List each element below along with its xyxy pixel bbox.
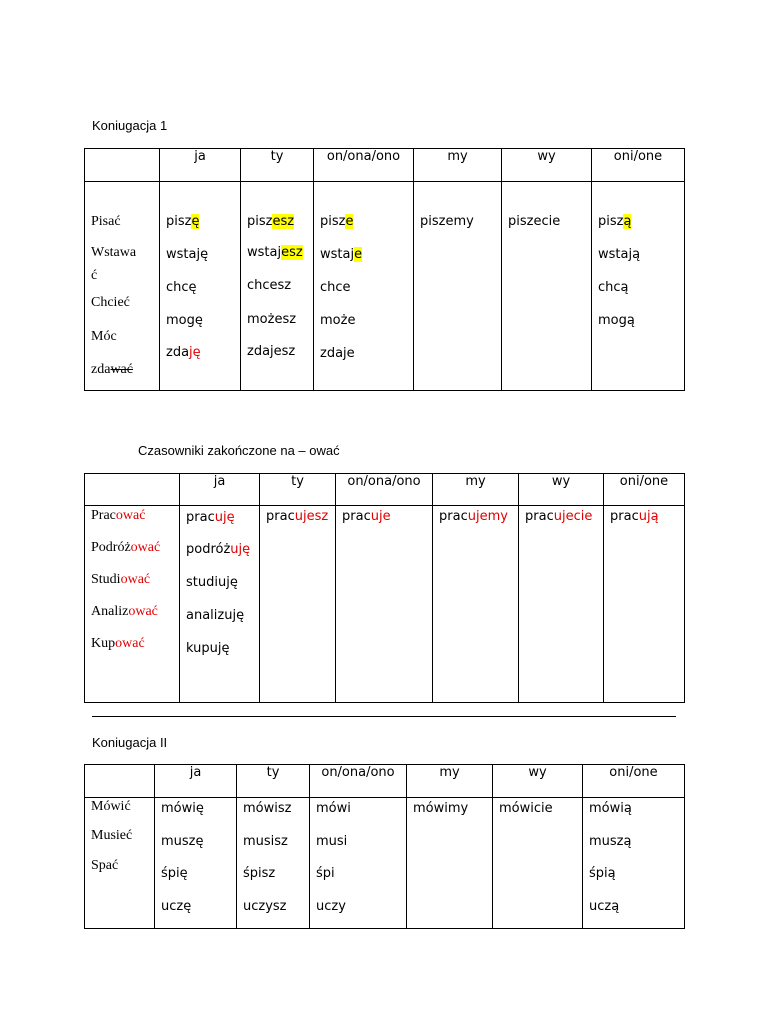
verb-segment: analizuję: [186, 608, 245, 623]
header-cell: oni/one: [604, 474, 685, 506]
verb-segment: ujesz: [294, 509, 329, 524]
form-cell: [241, 182, 314, 391]
infinitive-text: [91, 828, 132, 844]
verb-segment: prac: [186, 510, 215, 525]
form-cell: [407, 798, 493, 929]
verb-segment: mówię: [161, 801, 204, 816]
form-cell: [604, 506, 685, 703]
verb-form: [320, 346, 355, 361]
header-cell: oni/one: [592, 149, 685, 182]
infinitive-text: [91, 604, 158, 620]
verb-segment: ję: [189, 345, 201, 360]
verb-segment: śpią: [589, 866, 616, 881]
header-cell: on/ona/ono: [314, 149, 414, 182]
form-cell: [155, 798, 237, 929]
infinitive-cell: [85, 506, 180, 703]
infinitive-text: [91, 245, 136, 261]
header-cell: on/ona/ono: [336, 474, 433, 506]
verb-segment: Kup: [91, 636, 116, 651]
verb-form: [589, 801, 632, 816]
verb-form: [420, 214, 474, 229]
verb-segment: prac: [342, 509, 371, 524]
verb-form: [186, 542, 250, 557]
verb-form: [598, 247, 640, 262]
verb-segment: wstaję: [166, 247, 209, 262]
verb-segment: Móc: [91, 329, 117, 344]
verb-form: [247, 214, 294, 229]
verb-segment: Wstawa: [91, 245, 137, 260]
verb-segment: uje: [370, 509, 391, 524]
verb-segment: możesz: [247, 312, 297, 327]
conjugation1-table: [84, 148, 685, 391]
header-cell: ty: [237, 765, 310, 798]
verb-segment: ować: [115, 508, 146, 523]
verb-segment: ować: [115, 636, 145, 651]
verb-segment: pisz: [320, 214, 346, 229]
verb-form: [320, 247, 362, 262]
verb-form: [508, 214, 560, 229]
form-cell: [493, 798, 583, 929]
verb-segment: zdajesz: [247, 344, 296, 359]
verb-form: [243, 801, 291, 816]
verb-segment: studiuję: [186, 575, 238, 590]
header-cell: my: [414, 149, 502, 182]
verb-segment: pisz: [166, 214, 192, 229]
verb-segment: kupuję: [186, 641, 230, 656]
form-cell: [310, 798, 407, 929]
verb-form: [186, 641, 229, 656]
form-cell: [433, 506, 519, 703]
verb-segment: ować: [128, 604, 158, 619]
verb-segment: chcesz: [247, 278, 292, 293]
verb-segment: podróż: [186, 542, 231, 557]
infinitive-cell: [85, 182, 160, 391]
verb-segment: Studi: [91, 572, 121, 587]
verb-segment: piszecie: [508, 214, 561, 229]
section1-heading: Koniugacja 1: [92, 118, 168, 133]
verb-segment: prac: [439, 509, 468, 524]
verb-segment: wstaj: [247, 245, 282, 260]
form-cell: [160, 182, 241, 391]
verb-segment: może: [320, 313, 356, 328]
verb-form: [589, 899, 619, 914]
header-cell: my: [407, 765, 493, 798]
verb-form: [247, 278, 291, 293]
verb-form: [186, 575, 238, 590]
verb-segment: piszemy: [420, 214, 474, 229]
verb-segment: ować: [130, 540, 161, 555]
verb-segment: uję: [214, 510, 235, 525]
verb-form: [166, 214, 199, 229]
verb-segment: pisz: [598, 214, 624, 229]
header-cell: on/ona/ono: [310, 765, 407, 798]
verb-segment: pisz: [247, 214, 273, 229]
verb-segment: ować: [120, 572, 151, 587]
verb-segment: Chcieć: [91, 295, 130, 310]
verb-form: [161, 834, 204, 849]
verb-segment: mówicie: [499, 801, 553, 816]
header-cell: [85, 474, 180, 506]
form-cell: [336, 506, 433, 703]
verb-segment: Mówić: [91, 799, 131, 814]
verb-form: [186, 608, 244, 623]
header-cell: [85, 765, 155, 798]
verb-segment: prac: [610, 509, 639, 524]
verb-segment: uczysz: [243, 899, 287, 914]
owac-verbs-table: [84, 473, 685, 703]
verb-form: [161, 866, 188, 881]
infinitive-text: [91, 508, 145, 524]
verb-segment: śpi: [316, 866, 335, 881]
verb-segment: wać: [110, 362, 133, 377]
verb-form: [320, 280, 351, 295]
verb-form: [439, 509, 508, 524]
verb-segment: Pisać: [91, 214, 121, 229]
verb-segment: Podróż: [91, 540, 131, 555]
verb-segment: mówisz: [243, 801, 292, 816]
form-cell: [583, 798, 685, 929]
verb-segment: musisz: [243, 834, 288, 849]
verb-segment: muszą: [589, 834, 632, 849]
verb-segment: zdaje: [320, 346, 355, 361]
verb-form: [499, 801, 553, 816]
header-cell: [85, 149, 160, 182]
header-cell: wy: [502, 149, 592, 182]
header-cell: wy: [493, 765, 583, 798]
verb-form: [316, 801, 351, 816]
infinitive-text: [91, 636, 145, 652]
verb-form: [413, 801, 468, 816]
header-cell: my: [433, 474, 519, 506]
header-cell: ja: [155, 765, 237, 798]
form-cell: [519, 506, 604, 703]
verb-segment: zda: [166, 345, 190, 360]
verb-segment: esz: [281, 245, 303, 260]
verb-segment: śpisz: [243, 866, 276, 881]
verb-form: [266, 509, 328, 524]
verb-form: [316, 834, 347, 849]
verb-form: [243, 899, 287, 914]
header-cell: ty: [260, 474, 336, 506]
form-cell: [314, 182, 414, 391]
verb-form: [598, 214, 631, 229]
verb-segment: uczy: [316, 899, 346, 914]
header-cell: oni/one: [583, 765, 685, 798]
verb-form: [320, 313, 355, 328]
verb-segment: ć: [91, 268, 98, 283]
infinitive-text: [91, 540, 160, 556]
verb-form: [186, 510, 235, 525]
infinitive-text: [91, 362, 133, 378]
form-cell: [502, 182, 592, 391]
verb-segment: Musieć: [91, 828, 133, 843]
verb-segment: mówi: [316, 801, 351, 816]
verb-segment: Analiz: [91, 604, 129, 619]
verb-segment: mówią: [589, 801, 632, 816]
verb-form: [589, 834, 631, 849]
verb-segment: muszę: [161, 834, 204, 849]
infinitive-cell: [85, 798, 155, 929]
verb-segment: uję: [230, 542, 251, 557]
verb-segment: ą: [623, 214, 632, 229]
verb-form: [316, 866, 335, 881]
verb-form: [166, 280, 197, 295]
infinitive-text: [91, 858, 118, 874]
verb-form: [610, 509, 659, 524]
verb-segment: chce: [320, 280, 351, 295]
form-cell: [414, 182, 502, 391]
verb-form: [589, 866, 616, 881]
verb-segment: ę: [191, 214, 200, 229]
verb-form: [243, 834, 288, 849]
divider-line: [92, 716, 676, 717]
infinitive-text: [91, 268, 97, 284]
verb-segment: esz: [272, 214, 295, 229]
verb-form: [243, 866, 275, 881]
verb-segment: e: [354, 247, 363, 262]
verb-form: [342, 509, 391, 524]
verb-segment: wstaj: [320, 247, 355, 262]
header-cell: ty: [241, 149, 314, 182]
verb-segment: musi: [316, 834, 348, 849]
section2-heading: Czasowniki zakończone na – ować: [138, 443, 340, 458]
form-cell: [260, 506, 336, 703]
form-cell: [237, 798, 310, 929]
verb-form: [525, 509, 592, 524]
verb-form: [166, 247, 208, 262]
conjugation2-table: [84, 764, 685, 929]
infinitive-text: [91, 329, 117, 345]
verb-segment: prac: [525, 509, 554, 524]
verb-segment: Prac: [91, 508, 116, 523]
verb-segment: mówimy: [413, 801, 469, 816]
verb-form: [598, 280, 629, 295]
verb-segment: uczą: [589, 899, 620, 914]
header-cell: ja: [160, 149, 241, 182]
verb-segment: ujecie: [553, 509, 593, 524]
verb-segment: ujemy: [467, 509, 508, 524]
verb-form: [166, 345, 201, 360]
verb-segment: uczę: [161, 899, 192, 914]
verb-form: [598, 313, 635, 328]
verb-segment: ują: [638, 509, 659, 524]
infinitive-text: [91, 572, 150, 588]
header-cell: wy: [519, 474, 604, 506]
verb-form: [161, 801, 204, 816]
verb-segment: mogą: [598, 313, 635, 328]
verb-form: [161, 899, 191, 914]
verb-segment: Spać: [91, 858, 119, 873]
infinitive-text: [91, 214, 121, 230]
form-cell: [180, 506, 260, 703]
verb-segment: e: [345, 214, 354, 229]
verb-segment: chcą: [598, 280, 629, 295]
verb-segment: wstają: [598, 247, 641, 262]
section3-heading: Koniugacja II: [92, 735, 168, 750]
verb-form: [247, 312, 296, 327]
verb-segment: prac: [266, 509, 295, 524]
verb-form: [166, 313, 203, 328]
verb-form: [247, 344, 295, 359]
header-cell: ja: [180, 474, 260, 506]
form-cell: [592, 182, 685, 391]
verb-form: [320, 214, 353, 229]
verb-segment: śpię: [161, 866, 188, 881]
verb-form: [247, 245, 303, 260]
infinitive-text: [91, 295, 130, 311]
verb-segment: zda: [91, 362, 111, 377]
infinitive-text: [91, 799, 131, 815]
verb-form: [316, 899, 346, 914]
verb-segment: mogę: [166, 313, 203, 328]
verb-segment: chcę: [166, 280, 197, 295]
